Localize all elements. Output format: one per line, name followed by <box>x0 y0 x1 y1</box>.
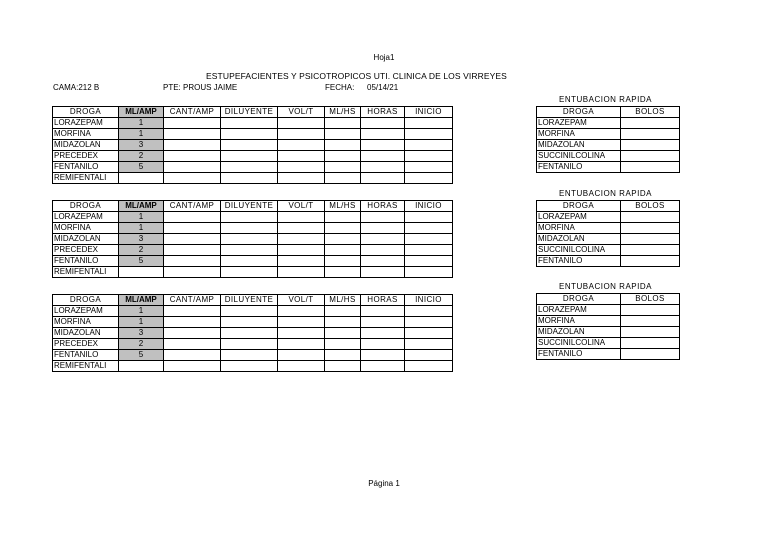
empty-cell <box>278 256 325 267</box>
empty-cell <box>325 151 361 162</box>
drug-name-cell: MIDAZOLAN <box>537 327 621 338</box>
intubation-table <box>536 106 680 173</box>
empty-cell <box>278 129 325 140</box>
table-row <box>53 151 453 162</box>
empty-cell <box>621 327 680 338</box>
empty-cell <box>221 317 278 328</box>
ml-amp-cell: 1 <box>119 212 164 223</box>
table-header-row <box>537 201 680 212</box>
table-row <box>537 316 680 327</box>
empty-cell <box>325 212 361 223</box>
drug-name-cell: SUCCINILCOLINA <box>537 245 621 256</box>
intubation-title: ENTUBACION RAPIDA <box>559 282 652 291</box>
ml-amp-cell <box>119 267 164 278</box>
empty-cell <box>278 339 325 350</box>
column-header: DROGA <box>537 107 621 118</box>
column-header: VOL/T <box>278 295 325 306</box>
table-row <box>537 151 680 162</box>
drug-name-cell: PRECEDEX <box>53 339 119 350</box>
column-header: CANT/AMP <box>164 201 221 212</box>
empty-cell <box>164 129 221 140</box>
column-header: HORAS <box>361 295 405 306</box>
table-row <box>53 223 453 234</box>
patient-label: PTE: PROUS JAIME <box>163 83 238 92</box>
empty-cell <box>164 361 221 372</box>
ml-amp-cell: 1 <box>119 118 164 129</box>
drug-name-cell: LORAZEPAM <box>537 305 621 316</box>
drug-name-cell: REMIFENTALI <box>53 267 119 278</box>
column-header: ML/HS <box>325 201 361 212</box>
drug-name-cell: PRECEDEX <box>53 151 119 162</box>
empty-cell <box>361 317 405 328</box>
ml-amp-cell: 5 <box>119 256 164 267</box>
drug-name-cell: FENTANILO <box>53 350 119 361</box>
column-header: DROGA <box>53 107 119 118</box>
empty-cell <box>361 328 405 339</box>
empty-cell <box>405 234 453 245</box>
table-row <box>53 173 453 184</box>
empty-cell <box>361 245 405 256</box>
table-row <box>53 245 453 256</box>
empty-cell <box>621 305 680 316</box>
empty-cell <box>278 234 325 245</box>
empty-cell <box>325 162 361 173</box>
empty-cell <box>221 350 278 361</box>
empty-cell <box>325 328 361 339</box>
empty-cell <box>164 162 221 173</box>
table-row <box>537 338 680 349</box>
table-header-row <box>537 294 680 305</box>
empty-cell <box>221 328 278 339</box>
empty-cell <box>221 212 278 223</box>
empty-cell <box>361 306 405 317</box>
empty-cell <box>325 267 361 278</box>
column-header: BOLOS <box>621 294 680 305</box>
ml-amp-cell: 2 <box>119 245 164 256</box>
empty-cell <box>221 223 278 234</box>
empty-cell <box>164 328 221 339</box>
column-header: VOL/T <box>278 201 325 212</box>
empty-cell <box>164 140 221 151</box>
empty-cell <box>325 317 361 328</box>
empty-cell <box>278 306 325 317</box>
empty-cell <box>325 256 361 267</box>
table-row <box>53 350 453 361</box>
drug-name-cell: FENTANILO <box>537 256 621 267</box>
empty-cell <box>278 140 325 151</box>
empty-cell <box>621 140 680 151</box>
drug-name-cell: MORFINA <box>537 316 621 327</box>
ml-amp-cell: 2 <box>119 151 164 162</box>
ml-amp-cell <box>119 173 164 184</box>
drug-name-cell: MORFINA <box>53 129 119 140</box>
empty-cell <box>621 338 680 349</box>
empty-cell <box>278 350 325 361</box>
table-row <box>537 234 680 245</box>
column-header: DROGA <box>53 295 119 306</box>
empty-cell <box>278 328 325 339</box>
empty-cell <box>361 361 405 372</box>
table-row <box>53 256 453 267</box>
ml-amp-cell: 1 <box>119 306 164 317</box>
empty-cell <box>621 234 680 245</box>
empty-cell <box>221 129 278 140</box>
empty-cell <box>361 350 405 361</box>
drug-table <box>52 106 453 184</box>
column-header: CANT/AMP <box>164 107 221 118</box>
empty-cell <box>405 173 453 184</box>
table-header-row <box>537 107 680 118</box>
table-row <box>53 361 453 372</box>
column-header: ML/HS <box>325 107 361 118</box>
column-header: CANT/AMP <box>164 295 221 306</box>
table-header-row <box>53 295 453 306</box>
empty-cell <box>164 317 221 328</box>
column-header: VOL/T <box>278 107 325 118</box>
table-row <box>53 162 453 173</box>
empty-cell <box>361 339 405 350</box>
empty-cell <box>325 306 361 317</box>
drug-name-cell: REMIFENTALI <box>53 173 119 184</box>
empty-cell <box>221 245 278 256</box>
empty-cell <box>361 267 405 278</box>
drug-name-cell: LORAZEPAM <box>537 118 621 129</box>
empty-cell <box>221 140 278 151</box>
empty-cell <box>361 129 405 140</box>
drug-name-cell: MIDAZOLAN <box>53 328 119 339</box>
empty-cell <box>278 162 325 173</box>
table-row <box>53 306 453 317</box>
ml-amp-cell: 3 <box>119 234 164 245</box>
empty-cell <box>164 306 221 317</box>
column-header: ML/AMP <box>119 295 164 306</box>
empty-cell <box>164 267 221 278</box>
empty-cell <box>361 151 405 162</box>
column-header: BOLOS <box>621 201 680 212</box>
empty-cell <box>164 151 221 162</box>
column-header: HORAS <box>361 107 405 118</box>
ml-amp-cell <box>119 361 164 372</box>
column-header: DROGA <box>537 294 621 305</box>
drug-table <box>52 200 453 278</box>
empty-cell <box>325 350 361 361</box>
drug-name-cell: SUCCINILCOLINA <box>537 151 621 162</box>
empty-cell <box>405 328 453 339</box>
empty-cell <box>164 223 221 234</box>
empty-cell <box>221 118 278 129</box>
date-value: 05/14/21 <box>367 83 399 92</box>
empty-cell <box>325 140 361 151</box>
empty-cell <box>221 256 278 267</box>
empty-cell <box>278 245 325 256</box>
column-header: INICIO <box>405 107 453 118</box>
table-row <box>53 267 453 278</box>
bed-label: CAMA:212 B <box>53 83 100 92</box>
empty-cell <box>221 339 278 350</box>
column-header: DILUYENTE <box>221 295 278 306</box>
empty-cell <box>278 212 325 223</box>
drug-name-cell: MIDAZOLAN <box>53 234 119 245</box>
drug-name-cell: FENTANILO <box>537 162 621 173</box>
empty-cell <box>405 162 453 173</box>
empty-cell <box>164 118 221 129</box>
empty-cell <box>278 361 325 372</box>
ml-amp-cell: 3 <box>119 328 164 339</box>
empty-cell <box>405 118 453 129</box>
table-row <box>537 327 680 338</box>
drug-name-cell: MORFINA <box>53 317 119 328</box>
empty-cell <box>361 173 405 184</box>
empty-cell <box>405 223 453 234</box>
table-row <box>53 339 453 350</box>
column-header: HORAS <box>361 201 405 212</box>
empty-cell <box>405 245 453 256</box>
empty-cell <box>278 173 325 184</box>
table-row <box>537 140 680 151</box>
ml-amp-cell: 3 <box>119 140 164 151</box>
ml-amp-cell: 1 <box>119 223 164 234</box>
empty-cell <box>361 212 405 223</box>
empty-cell <box>621 223 680 234</box>
empty-cell <box>278 151 325 162</box>
table-row <box>53 317 453 328</box>
empty-cell <box>405 361 453 372</box>
empty-cell <box>278 118 325 129</box>
table-row <box>53 328 453 339</box>
drug-name-cell: PRECEDEX <box>53 245 119 256</box>
empty-cell <box>164 234 221 245</box>
empty-cell <box>405 151 453 162</box>
empty-cell <box>221 173 278 184</box>
document-title: ESTUPEFACIENTES Y PSICOTROPICOS UTI. CLINICA DE LOS VIRREYES <box>206 71 507 81</box>
ml-amp-cell: 1 <box>119 129 164 140</box>
drug-name-cell: REMIFENTALI <box>53 361 119 372</box>
empty-cell <box>621 316 680 327</box>
drug-name-cell: FENTANILO <box>53 162 119 173</box>
column-header: INICIO <box>405 201 453 212</box>
empty-cell <box>405 306 453 317</box>
empty-cell <box>325 339 361 350</box>
empty-cell <box>405 350 453 361</box>
empty-cell <box>164 212 221 223</box>
drug-name-cell: MORFINA <box>537 129 621 140</box>
column-header: DILUYENTE <box>221 201 278 212</box>
empty-cell <box>325 245 361 256</box>
drug-name-cell: MORFINA <box>537 223 621 234</box>
table-row <box>537 162 680 173</box>
column-header: DROGA <box>53 201 119 212</box>
empty-cell <box>221 306 278 317</box>
drug-name-cell: FENTANILO <box>53 256 119 267</box>
column-header: DILUYENTE <box>221 107 278 118</box>
intubation-table <box>536 293 680 360</box>
empty-cell <box>221 162 278 173</box>
table-row <box>537 305 680 316</box>
empty-cell <box>164 350 221 361</box>
empty-cell <box>164 173 221 184</box>
empty-cell <box>325 361 361 372</box>
column-header: ML/HS <box>325 295 361 306</box>
empty-cell <box>405 256 453 267</box>
intubation-title: ENTUBACION RAPIDA <box>559 95 652 104</box>
ml-amp-cell: 5 <box>119 350 164 361</box>
page-footer: Página 1 <box>368 479 400 488</box>
empty-cell <box>405 339 453 350</box>
table-header-row <box>53 107 453 118</box>
drug-name-cell: SUCCINILCOLINA <box>537 338 621 349</box>
empty-cell <box>405 317 453 328</box>
date-label: FECHA: <box>325 83 355 92</box>
drug-name-cell: FENTANILO <box>537 349 621 360</box>
empty-cell <box>405 129 453 140</box>
empty-cell <box>621 349 680 360</box>
empty-cell <box>278 223 325 234</box>
table-row <box>537 118 680 129</box>
table-row <box>537 256 680 267</box>
column-header: BOLOS <box>621 107 680 118</box>
empty-cell <box>621 151 680 162</box>
empty-cell <box>361 256 405 267</box>
empty-cell <box>405 212 453 223</box>
empty-cell <box>325 234 361 245</box>
ml-amp-cell: 1 <box>119 317 164 328</box>
empty-cell <box>361 140 405 151</box>
intubation-title: ENTUBACION RAPIDA <box>559 189 652 198</box>
drug-name-cell: MIDAZOLAN <box>537 234 621 245</box>
empty-cell <box>621 245 680 256</box>
drug-name-cell: LORAZEPAM <box>53 118 119 129</box>
empty-cell <box>325 173 361 184</box>
empty-cell <box>164 245 221 256</box>
table-row <box>53 129 453 140</box>
drug-name-cell: LORAZEPAM <box>53 212 119 223</box>
drug-name-cell: MIDAZOLAN <box>537 140 621 151</box>
empty-cell <box>621 129 680 140</box>
empty-cell <box>325 129 361 140</box>
ml-amp-cell: 2 <box>119 339 164 350</box>
drug-name-cell: LORAZEPAM <box>537 212 621 223</box>
table-row <box>537 349 680 360</box>
empty-cell <box>278 317 325 328</box>
empty-cell <box>221 361 278 372</box>
drug-name-cell: MORFINA <box>53 223 119 234</box>
empty-cell <box>621 162 680 173</box>
table-row <box>53 118 453 129</box>
drug-name-cell: LORAZEPAM <box>53 306 119 317</box>
empty-cell <box>361 234 405 245</box>
empty-cell <box>621 212 680 223</box>
empty-cell <box>405 267 453 278</box>
table-row <box>53 234 453 245</box>
ml-amp-cell: 5 <box>119 162 164 173</box>
column-header: INICIO <box>405 295 453 306</box>
empty-cell <box>278 267 325 278</box>
empty-cell <box>221 267 278 278</box>
empty-cell <box>221 151 278 162</box>
table-row <box>537 212 680 223</box>
table-row <box>537 223 680 234</box>
empty-cell <box>164 256 221 267</box>
table-header-row <box>53 201 453 212</box>
table-row <box>537 245 680 256</box>
empty-cell <box>621 118 680 129</box>
intubation-table <box>536 200 680 267</box>
empty-cell <box>405 140 453 151</box>
drug-table <box>52 294 453 372</box>
empty-cell <box>164 339 221 350</box>
column-header: DROGA <box>537 201 621 212</box>
empty-cell <box>325 223 361 234</box>
empty-cell <box>621 256 680 267</box>
table-row <box>53 140 453 151</box>
table-row <box>53 212 453 223</box>
empty-cell <box>361 118 405 129</box>
sheet-name: Hoja1 <box>373 53 395 62</box>
table-row <box>537 129 680 140</box>
empty-cell <box>325 118 361 129</box>
empty-cell <box>361 162 405 173</box>
drug-name-cell: MIDAZOLAN <box>53 140 119 151</box>
empty-cell <box>221 234 278 245</box>
column-header: ML/AMP <box>119 107 164 118</box>
empty-cell <box>361 223 405 234</box>
column-header: ML/AMP <box>119 201 164 212</box>
